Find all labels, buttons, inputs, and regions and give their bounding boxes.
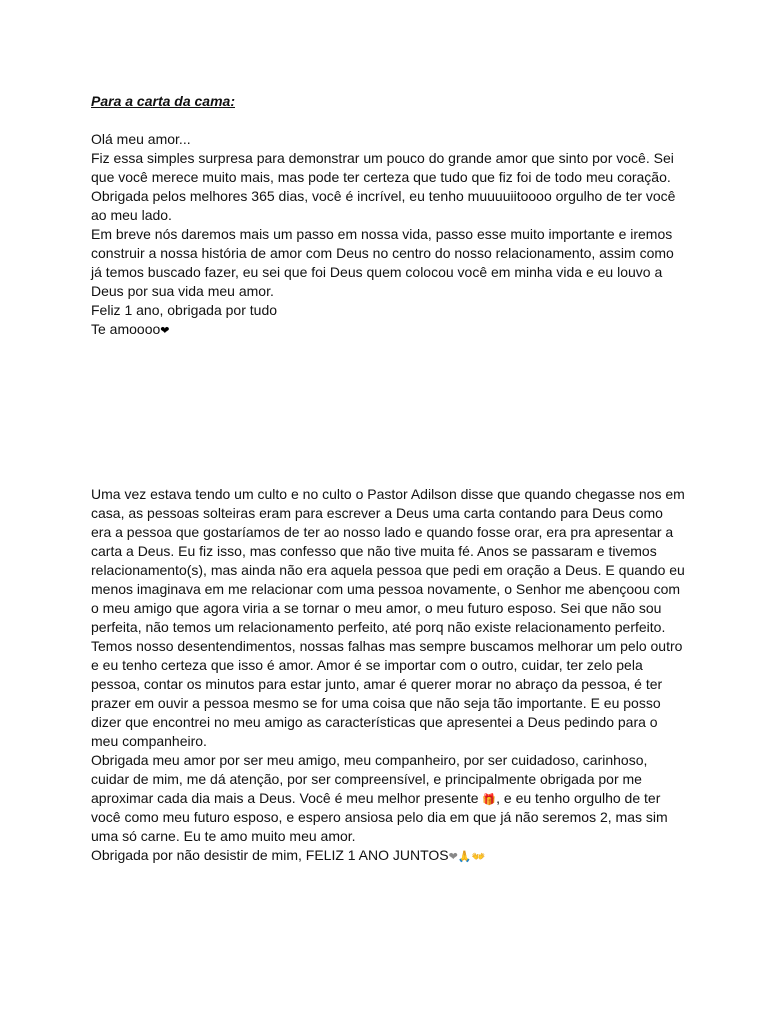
text-line-with-symbols [91,846,691,865]
heart-icon: ❤ [160,324,170,337]
text-line-with-gift [91,789,691,808]
text-line: casa, as pessoas solteiras eram para escrever a Deus uma carta contando para Deus como [91,505,663,521]
heart-praying-hands-icon: ❤🙏👐 [448,850,486,863]
text-line: carta a Deus. Eu fiz isso, mas confesso que não tive muita fé. Anos se passaram e tivemos [91,543,657,559]
text-line: pessoa, contar os minutos para estar junto, amar é querer morar no abraço da pessoa, é ter [91,676,663,692]
text-line: construir a nossa história de amor com Deus no centro do nosso relacionamento, assim como [91,245,674,261]
text-line: dizer que encontrei no meu amigo as características que apresentei a Deus pedindo para o [91,714,658,730]
text-line: Feliz 1 ano, obrigada por tudo [91,302,278,318]
text-line: Uma vez estava tendo um culto e no culto o Pastor Adilson disse que quando chegasse nos em [91,486,685,502]
text-fragment: aproximar cada dia mais a Deus. Você é meu melhor presente [91,790,479,806]
text-line: ao meu lado. [91,207,172,223]
gift-icon: 🎁 [482,793,497,806]
text-line: cuidar de mim, me dá atenção, por ser compreensível, e principalmente obrigada por me [91,771,642,787]
text-line: Obrigada meu amor por ser meu amigo, meu companheiro, por ser cuidadoso, carinhoso, [91,752,648,768]
text-fragment: Te amoooo [91,321,161,337]
text-line: perfeita, não temos um relacionamento perfeito, até porq não existe relacionamento perfeito. [91,619,666,635]
text-line: que você merece muito mais, mas pode ter certeza que tudo que fiz foi de todo meu coração. [91,169,671,185]
text-line-with-heart [91,320,691,339]
text-line: menos imaginava em me relacionar com uma pessoa novamente, o Senhor me abençoou com [91,581,681,597]
text-line: já temos buscado fazer, eu sei que foi Deus quem colocou você em minha vida e eu louvo a [91,264,663,280]
paragraph-block-letter [91,130,691,339]
text-line: Olá meu amor... [91,131,191,147]
text-line: e eu tenho certeza que isso é amor. Amor é se importar com o outro, cuidar, ter zelo pela [91,657,643,673]
text-line: Em breve nós daremos mais um passo em nossa vida, passo esse muito importante e iremos [91,226,673,242]
text-line: Fiz essa simples surpresa para demonstrar um pouco do grande amor que sinto por você. Sei [91,150,674,166]
text-line: relacionamento(s), mas ainda não era aquela pessoa que pedi em oração a Deus. E quando eu [91,562,685,578]
text-line: uma só carne. Eu te amo muito meu amor. [91,828,356,844]
text-line: era a pessoa que gostaríamos de ter ao nosso lado e quando fosse orar, era pra apresentar a [91,524,674,540]
text-line: Deus por sua vida meu amor. [91,283,274,299]
text-line: o meu amigo que agora viria a se tornar o meu amor, o meu futuro esposo. Sei que não sou [91,600,662,616]
text-line: prazer em ouvir a pessoa mesmo se for uma coisa que não seja tão importante. E eu posso [91,695,661,711]
text-fragment: , e eu tenho orgulho de ter [496,790,661,806]
text-line: Obrigada pelos melhores 365 dias, você é incrível, eu tenho muuuuiitoooo orgulho de ter você [91,188,676,204]
text-line: Temos nosso desentendimentos, nossas falhas mas sempre buscamos melhorar um pelo outro [91,638,683,654]
document-title: Para a carta da cama: [91,93,235,109]
text-fragment: Obrigada por não desistir de mim, FELIZ 1 ANO JUNTOS [91,847,449,863]
text-line: você como meu futuro esposo, e espero ansiosa pelo dia em que já não seremos 2, mas sim [91,809,668,825]
paragraph-block-story [91,485,691,865]
text-line: meu companheiro. [91,733,207,749]
